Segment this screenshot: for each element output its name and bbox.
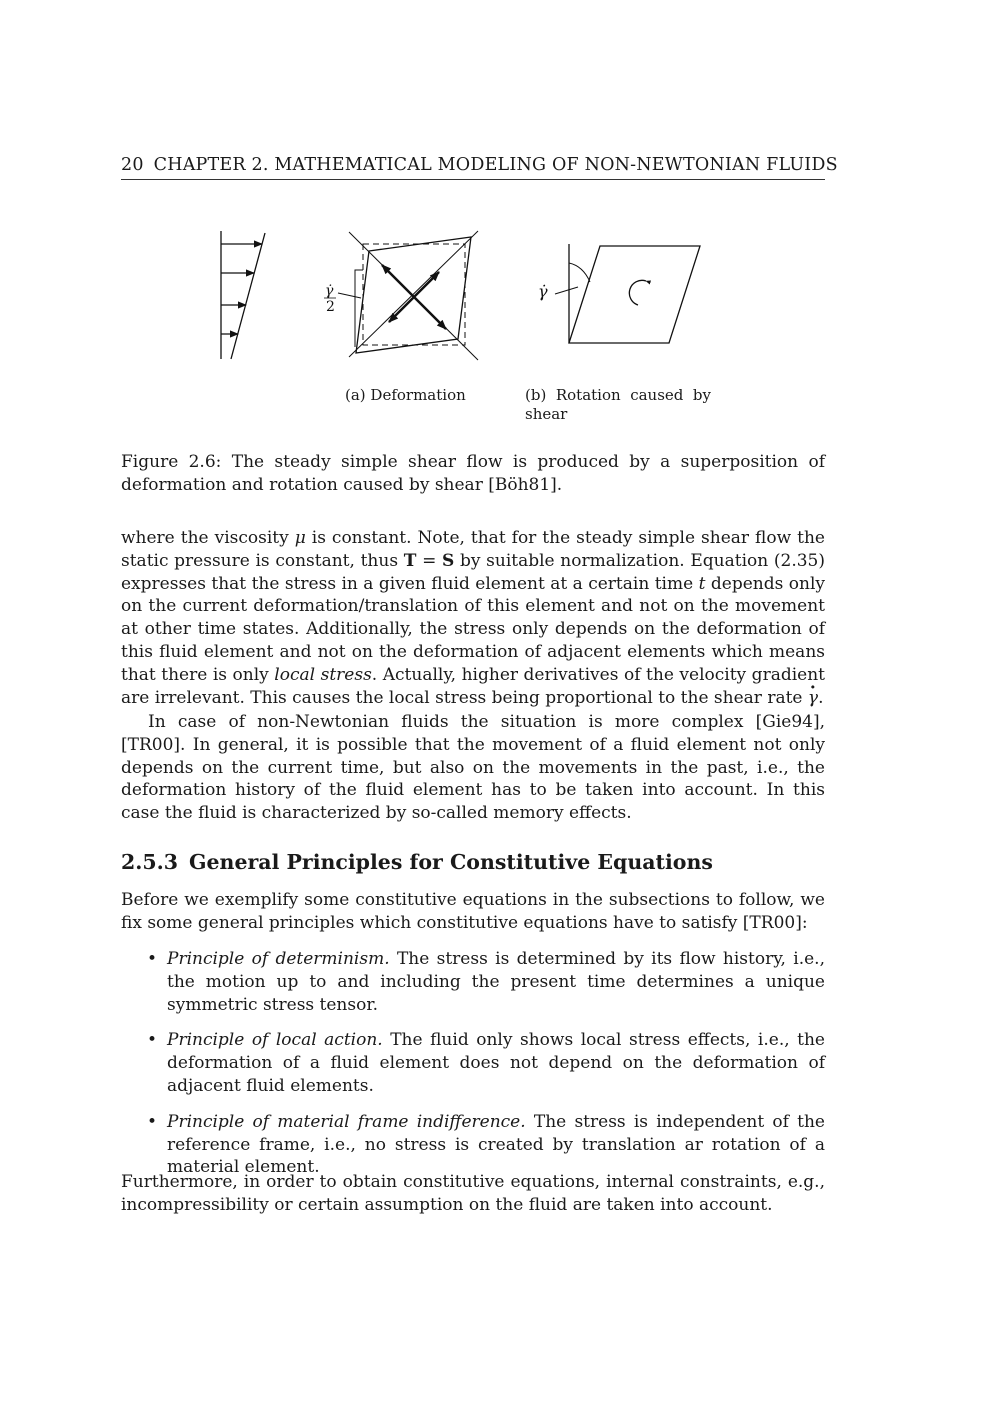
section-intro: Before we exemplify some constitutive equations in the subsections to follow, we fix some general principles which constitutive equations have to satisfy [TR00]: (121, 890, 825, 933)
principle-text: The stress is independent of the reference frame, i.e., no stress is created by translation ar rotation of a material element. (167, 1111, 825, 1178)
principle-text: The fluid only shows local stress effects, i.e., the deformation of a fluid element does not depend on the deformation of adjacent fluid elements. (167, 1030, 825, 1096)
mu-symbol: μ (294, 528, 306, 548)
tensor-T: T (403, 550, 417, 571)
text-run: by suitable normalization. Equation (2.35) expresses that the stress in a given fluid element at a certain time (121, 550, 825, 594)
equals-sign: = (416, 550, 443, 571)
running-header (121, 155, 838, 180)
deformation-diagram (338, 231, 478, 360)
page-number: 20 (121, 155, 144, 175)
tensor-S: S (442, 550, 455, 571)
text-run: depends only on the current deformation/translation of this element and not on the movement at other time states. Additionally, the stress only depends on the deformation of this fluid element and not on the deformation of adjacent elements which means that there is only (121, 573, 825, 685)
section-title: General Principles for Constitutive Equations (189, 850, 713, 874)
section-heading (121, 850, 713, 874)
subcaption-b (525, 386, 711, 424)
subcaption-b-line1: (b) Rotation caused by (525, 386, 711, 404)
label-half-num: γ̇ (325, 283, 334, 299)
principle-name: Principle of determinism. (167, 949, 390, 969)
subcaption-b-line2: shear (525, 405, 568, 423)
principles-list (121, 948, 825, 1192)
local-stress-term: local stress (274, 664, 372, 685)
list-item (121, 948, 825, 1016)
time-symbol: t (698, 573, 706, 594)
principle-name: Principle of local action. (167, 1030, 383, 1051)
bullet-icon: • (147, 1111, 158, 1132)
bullet-icon: • (147, 949, 158, 969)
running-title: CHAPTER 2. MATHEMATICAL MODELING OF NON-NEWTONIAN FLUIDS (153, 155, 838, 175)
text-run: is constant. Note, that for the steady simple shear flow the static pressure is constant, thus (121, 528, 825, 571)
figure-labels (324, 282, 548, 315)
section-number: 2.5.3 (121, 850, 179, 874)
text-run: . (818, 687, 824, 708)
principle-text: The stress is determined by its flow history, i.e., the motion up to and including the present time determines a unique symmetric stress tensor. (167, 949, 825, 1015)
paragraph-1 (121, 527, 825, 709)
subcaption-a: (a) Deformation (345, 386, 466, 404)
label-gamma-dot: γ̇ (538, 282, 548, 301)
figure-caption: Figure 2.6: The steady simple shear flow is produced by a superposition of deformation and rotation caused by shear [Böh81]. (121, 452, 825, 495)
closing-paragraph: Furthermore, in order to obtain constitutive equations, internal constraints, e.g., incompressibility or certain assumption on the fluid are taken into account. (121, 1172, 825, 1215)
bullet-icon: • (147, 1030, 158, 1051)
shear-velocity-profile (221, 231, 265, 359)
text-run: where the viscosity (121, 528, 295, 548)
rotation-diagram (555, 244, 700, 343)
label-half-den: 2 (326, 299, 335, 315)
gamma-dot-symbol: · γ (808, 687, 818, 710)
figure-2-6 (200, 220, 720, 380)
principle-name: Principle of material frame indifference. (167, 1111, 526, 1132)
list-item (121, 1029, 825, 1097)
text-run: . Actually, higher derivatives of the velocity gradient are irrelevant. This causes the local stress being proportional to the shear rate (121, 664, 825, 708)
paragraph-2: In case of non-Newtonian fluids the situation is more complex [Gie94], [TR00]. In general, it is possible that the movement of a fluid element not only depends on the current time, but also on the movements in the past, i.e., the deformation history of the fluid element has to be taken into account. In this case the fluid is characterized by so-called memory effects. (121, 712, 825, 824)
list-item (121, 1111, 825, 1179)
